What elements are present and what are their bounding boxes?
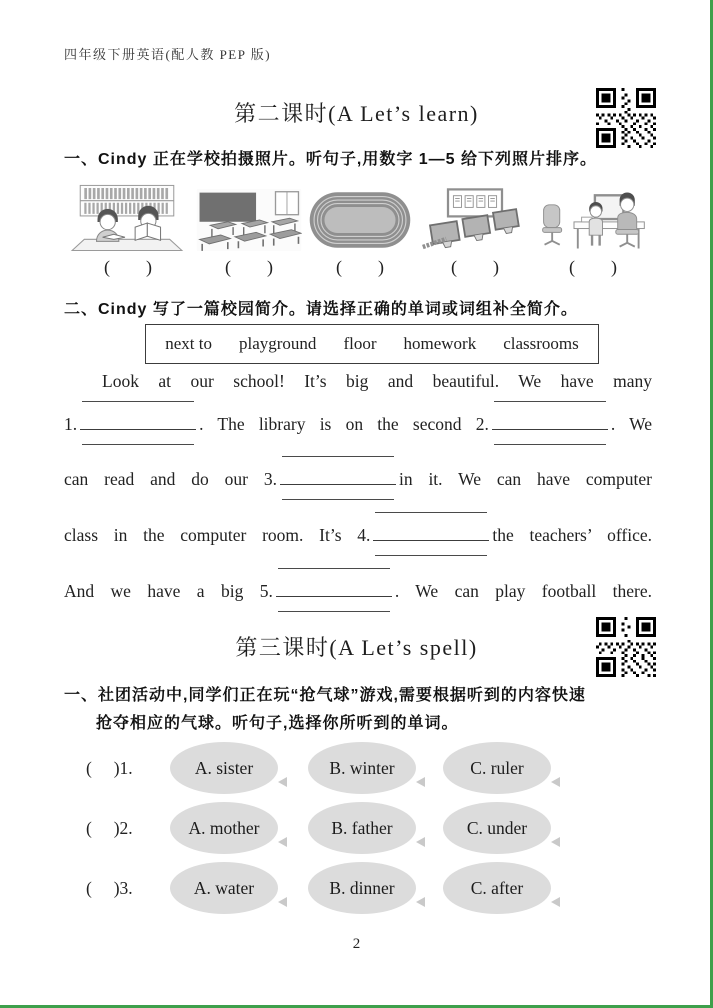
answer-parentheses: ( )1. [86, 758, 133, 778]
word-bank-item: classrooms [503, 334, 579, 353]
fill-blank-5 [276, 594, 392, 597]
balloon-option-b: B. father [308, 802, 416, 854]
passage-line [64, 366, 652, 396]
answer-parentheses: ( ) [336, 257, 384, 277]
passage-text: can read and do our 3. [64, 469, 277, 489]
balloon-option-c: C. under [443, 802, 551, 854]
passage-text: in it. We can have computer [398, 469, 652, 489]
word-bank-item: next to [165, 334, 212, 353]
picture-library [66, 183, 188, 257]
stem-line: 抢夺相应的气球。听句子,选择你所听到的单词。 [96, 715, 459, 732]
picture-computer-room [421, 183, 529, 257]
balloon-option-a: A. sister [170, 742, 278, 794]
balloon-option-c: C. after [443, 862, 551, 914]
book-header: 四年级下册英语(配人教 PEP 版) [64, 47, 272, 62]
passage-line [64, 464, 652, 494]
answer-parentheses: ( ) [104, 257, 152, 277]
answer-parentheses: ( )2. [86, 818, 133, 838]
lesson3-title: 第三课时(A Let’s spell) [235, 635, 478, 660]
lesson2-task2-stem: 二、Cindy 写了一篇校园简介。请选择正确的单词或词组补全简介。 [64, 301, 578, 318]
balloon-option-b: B. dinner [308, 862, 416, 914]
passage-text: . We can play football there. [394, 581, 652, 601]
lesson2-task1-stem: 一、Cindy 正在学校拍摄照片。听句子,用数字 1—5 给下列照片排序。 [64, 151, 598, 168]
question-row-1 [64, 741, 652, 795]
balloon-option-a: A. water [170, 862, 278, 914]
balloon-option-c: C. ruler [443, 742, 551, 794]
passage-line [64, 520, 652, 550]
picture-teachers-office [536, 183, 650, 257]
lesson3-task1-stem [64, 682, 652, 738]
picture-classroom [196, 183, 302, 257]
fill-blank-4 [373, 538, 489, 541]
balloon-option-a: A. mother [170, 802, 278, 854]
stem-line: 一、社团活动中,同学们正在玩“抢气球”游戏,需要根据听到的内容快速 [64, 687, 586, 704]
passage-text: class in the computer room. It’s 4. [64, 525, 371, 545]
passage-text: . We [610, 414, 652, 434]
passage-text: Look at our school! It’s big and beautiful. We have many [102, 371, 652, 391]
passage-text: 1. [64, 414, 78, 434]
answer-parentheses: ( ) [451, 257, 499, 277]
word-bank-item: playground [239, 334, 317, 353]
word-bank-box [145, 324, 599, 364]
fill-blank-1 [80, 427, 196, 430]
answer-parentheses: ( ) [569, 257, 617, 277]
picture-playground-track [308, 183, 412, 257]
passage-text: And we have a big 5. [64, 581, 273, 601]
qr-code-icon [596, 88, 656, 148]
answer-parentheses: ( )3. [86, 878, 133, 898]
word-bank-item: floor [343, 334, 377, 353]
passage-line [64, 576, 652, 606]
answer-parentheses: ( ) [225, 257, 273, 277]
lesson2-title: 第二课时(A Let’s learn) [234, 101, 479, 126]
question-row-3 [64, 861, 652, 915]
passage-line [64, 409, 652, 439]
passage-text: the teachers’ office. [492, 525, 652, 545]
passage-text: . The library is on the second 2. [199, 414, 489, 434]
question-row-2 [64, 801, 652, 855]
page-number: 2 [352, 936, 361, 952]
qr-code-icon [596, 617, 656, 677]
fill-blank-2 [492, 427, 608, 430]
balloon-option-b: B. winter [308, 742, 416, 794]
fill-blank-3 [280, 482, 396, 485]
word-bank-item: homework [403, 334, 477, 353]
